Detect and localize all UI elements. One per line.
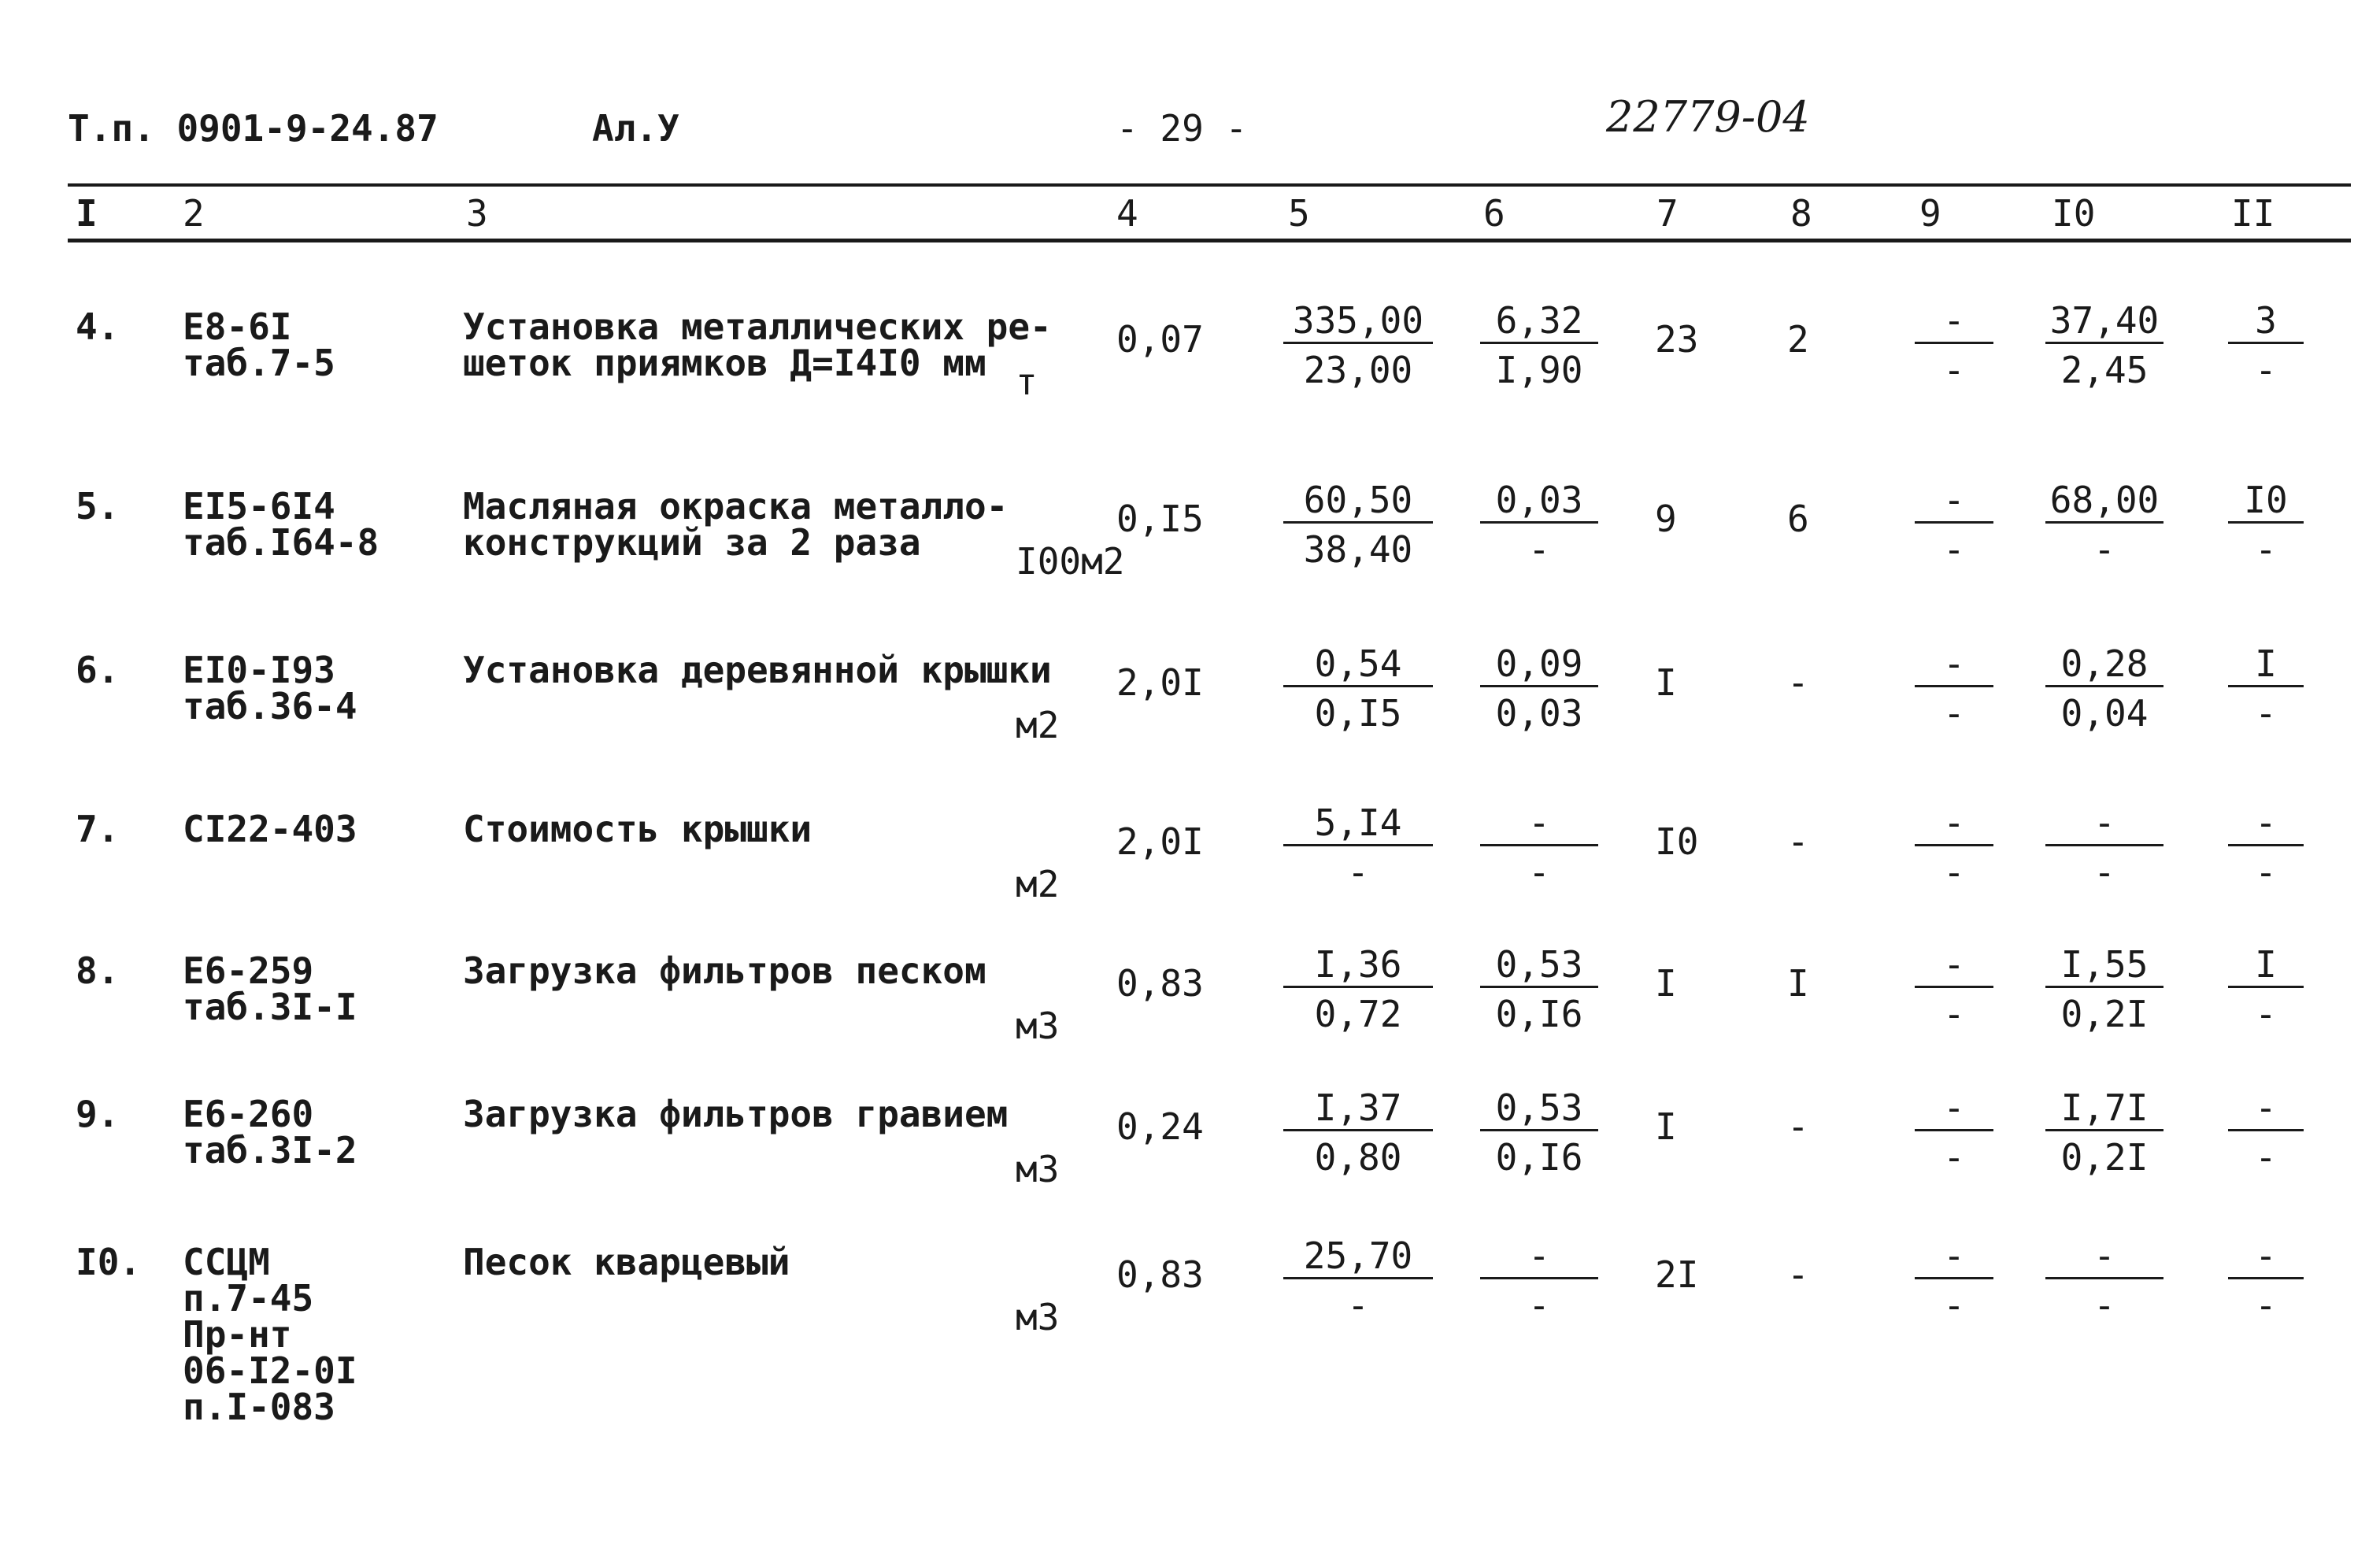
col10-cell-denominator: - bbox=[2093, 528, 2115, 571]
col10-cell-denominator: - bbox=[2093, 1284, 2115, 1327]
header-bottom-rule bbox=[68, 239, 2351, 242]
col7-value: 9 bbox=[1655, 498, 1677, 540]
cost-machines-cell-denominator: - bbox=[1528, 1284, 1550, 1327]
cost-total-cell bbox=[1283, 801, 1433, 894]
col8-value: - bbox=[1787, 820, 1809, 863]
col10-cell-numerator: 37,40 bbox=[2045, 302, 2163, 344]
col11-cell-numerator: - bbox=[2228, 1238, 2304, 1279]
cost-total-cell-numerator: I,36 bbox=[1283, 946, 1433, 988]
unit: м2 bbox=[1016, 863, 1060, 905]
cost-total-cell bbox=[1283, 479, 1433, 571]
cost-machines-cell-denominator: - bbox=[1528, 851, 1550, 894]
col10-cell bbox=[2045, 1234, 2163, 1327]
quantity: 0,83 bbox=[1116, 962, 1204, 1005]
column-header-3: 3 bbox=[466, 192, 488, 235]
col8-value: 2 bbox=[1787, 318, 1809, 361]
col9-cell bbox=[1915, 1086, 1993, 1179]
cost-machines-cell bbox=[1480, 943, 1598, 1035]
col7-value: I bbox=[1655, 962, 1677, 1005]
col11-cell-denominator: - bbox=[2255, 349, 2277, 391]
col10-cell bbox=[2045, 1086, 2163, 1179]
cost-total-cell-denominator: - bbox=[1347, 1284, 1369, 1327]
cost-machines-cell bbox=[1480, 642, 1598, 735]
col8-value: I bbox=[1787, 962, 1809, 1005]
col11-cell bbox=[2228, 1086, 2304, 1179]
rate-code: СI22-403 bbox=[183, 808, 357, 850]
col10-cell-denominator: 2,45 bbox=[2060, 349, 2149, 391]
row-number: 8. bbox=[76, 949, 120, 992]
col9-cell-denominator: - bbox=[1943, 528, 1965, 571]
col9-cell-numerator: - bbox=[1915, 1238, 1993, 1279]
col11-cell-numerator: I bbox=[2228, 646, 2304, 687]
cost-total-cell-numerator: 60,50 bbox=[1283, 482, 1433, 524]
work-name: Загрузка фильтров песком bbox=[463, 949, 986, 992]
col9-cell-denominator: - bbox=[1943, 1284, 1965, 1327]
cost-total-cell-numerator: 25,70 bbox=[1283, 1238, 1433, 1279]
col9-cell-numerator: - bbox=[1915, 646, 1993, 687]
rate-code: ЕI0-I93 таб.36-4 bbox=[183, 649, 357, 727]
col9-cell-numerator: - bbox=[1915, 946, 1993, 988]
rate-code: ЕI5-6I4 таб.I64-8 bbox=[183, 485, 379, 564]
col11-cell-numerator: 3 bbox=[2228, 302, 2304, 344]
quantity: 0,24 bbox=[1116, 1105, 1204, 1148]
col9-cell-denominator: - bbox=[1943, 692, 1965, 735]
work-name: Стоимость крышки bbox=[463, 808, 812, 850]
col9-cell bbox=[1915, 801, 1993, 894]
col8-value: - bbox=[1787, 1105, 1809, 1148]
col11-cell bbox=[2228, 801, 2304, 894]
cost-machines-cell-denominator: 0,I6 bbox=[1495, 1136, 1583, 1179]
column-header-1: I bbox=[76, 192, 98, 235]
col9-cell-numerator: - bbox=[1915, 1090, 1993, 1131]
column-header-11: II bbox=[2231, 192, 2275, 235]
column-header-8: 8 bbox=[1790, 192, 1812, 235]
col10-cell-numerator: I,55 bbox=[2045, 946, 2163, 988]
rate-code: ССЦМ п.7-45 Пр-нт 06-I2-0I п.I-083 bbox=[183, 1241, 357, 1428]
col8-value: - bbox=[1787, 1253, 1809, 1296]
page-number: - 29 - bbox=[1116, 107, 1248, 150]
col9-cell-denominator: - bbox=[1943, 993, 1965, 1035]
col10-cell-numerator: 68,00 bbox=[2045, 482, 2163, 524]
cost-machines-cell-denominator: 0,03 bbox=[1495, 692, 1583, 735]
col8-value: - bbox=[1787, 661, 1809, 704]
col7-value: 23 bbox=[1655, 318, 1699, 361]
cost-machines-cell-numerator: 0,09 bbox=[1480, 646, 1598, 687]
cost-machines-cell-denominator: - bbox=[1528, 528, 1550, 571]
column-header-10: I0 bbox=[2052, 192, 2096, 235]
work-name: Установка деревянной крышки bbox=[463, 649, 1052, 691]
row-number: 5. bbox=[76, 485, 120, 527]
col10-cell bbox=[2045, 299, 2163, 391]
cost-machines-cell-numerator: 0,53 bbox=[1480, 1090, 1598, 1131]
cost-total-cell-denominator: - bbox=[1347, 851, 1369, 894]
col11-cell-denominator: - bbox=[2255, 1284, 2277, 1327]
cost-machines-cell bbox=[1480, 801, 1598, 894]
col11-cell bbox=[2228, 642, 2304, 735]
album-label: Ал.У bbox=[592, 107, 679, 150]
cost-machines-cell-numerator: - bbox=[1480, 1238, 1598, 1279]
cost-total-cell bbox=[1283, 1086, 1433, 1179]
col11-cell-numerator: - bbox=[2228, 1090, 2304, 1131]
col10-cell bbox=[2045, 943, 2163, 1035]
row-number: 6. bbox=[76, 649, 120, 691]
col11-cell bbox=[2228, 479, 2304, 571]
column-header-5: 5 bbox=[1288, 192, 1310, 235]
row-number: 7. bbox=[76, 808, 120, 850]
cost-machines-cell bbox=[1480, 1086, 1598, 1179]
col11-cell-denominator: - bbox=[2255, 993, 2277, 1035]
col9-cell-numerator: - bbox=[1915, 805, 1993, 846]
col11-cell-numerator: - bbox=[2228, 805, 2304, 846]
row-number: 9. bbox=[76, 1093, 120, 1135]
cost-machines-cell bbox=[1480, 479, 1598, 571]
cost-machines-cell-numerator: - bbox=[1480, 805, 1598, 846]
col9-cell-denominator: - bbox=[1943, 1136, 1965, 1179]
rate-code: Е6-260 таб.3I-2 bbox=[183, 1093, 357, 1172]
cost-total-cell bbox=[1283, 943, 1433, 1035]
col10-cell-numerator: 0,28 bbox=[2045, 646, 2163, 687]
unit: м3 bbox=[1016, 1005, 1060, 1047]
col7-value: I bbox=[1655, 1105, 1677, 1148]
cost-total-cell bbox=[1283, 642, 1433, 735]
quantity: 0,83 bbox=[1116, 1253, 1204, 1296]
col7-value: I0 bbox=[1655, 820, 1699, 863]
col9-cell bbox=[1915, 299, 1993, 391]
col11-cell-denominator: - bbox=[2255, 692, 2277, 735]
col10-cell bbox=[2045, 801, 2163, 894]
column-header-2: 2 bbox=[183, 192, 205, 235]
unit: I00м2 bbox=[1016, 540, 1125, 583]
row-number: I0. bbox=[76, 1241, 142, 1283]
quantity: 0,I5 bbox=[1116, 498, 1204, 540]
cost-total-cell-denominator: 0,I5 bbox=[1314, 692, 1402, 735]
col11-cell bbox=[2228, 1234, 2304, 1327]
col11-cell bbox=[2228, 943, 2304, 1035]
col9-cell-denominator: - bbox=[1943, 851, 1965, 894]
unit: м2 bbox=[1016, 704, 1060, 746]
col11-cell-denominator: - bbox=[2255, 851, 2277, 894]
work-name: Масляная окраска металло- конструкций за 2 раза bbox=[463, 485, 1009, 564]
unit: т bbox=[1016, 361, 1038, 403]
cost-total-cell-denominator: 0,72 bbox=[1314, 993, 1402, 1035]
cost-machines-cell-denominator: I,90 bbox=[1495, 349, 1583, 391]
col10-cell-numerator: I,7I bbox=[2045, 1090, 2163, 1131]
cost-total-cell-denominator: 23,00 bbox=[1303, 349, 1413, 391]
cost-machines-cell-denominator: 0,I6 bbox=[1495, 993, 1583, 1035]
row-number: 4. bbox=[76, 305, 120, 348]
cost-total-cell-denominator: 38,40 bbox=[1303, 528, 1413, 571]
column-header-6: 6 bbox=[1483, 192, 1505, 235]
col10-cell-denominator: 0,2I bbox=[2060, 1136, 2149, 1179]
col11-cell-denominator: - bbox=[2255, 528, 2277, 571]
rate-code: Е6-259 таб.3I-I bbox=[183, 949, 357, 1028]
col9-cell bbox=[1915, 943, 1993, 1035]
column-header-4: 4 bbox=[1116, 192, 1138, 235]
cost-total-cell bbox=[1283, 1234, 1433, 1327]
column-header-9: 9 bbox=[1919, 192, 1941, 235]
cost-total-cell-numerator: 335,00 bbox=[1283, 302, 1433, 344]
col9-cell bbox=[1915, 642, 1993, 735]
col9-cell-numerator: - bbox=[1915, 302, 1993, 344]
col11-cell bbox=[2228, 299, 2304, 391]
inventory-number: 22779-04 bbox=[1606, 92, 1810, 142]
quantity: 2,0I bbox=[1116, 820, 1204, 863]
unit: м3 bbox=[1016, 1148, 1060, 1190]
quantity: 2,0I bbox=[1116, 661, 1204, 704]
header-top-rule bbox=[68, 183, 2351, 187]
project-number: Т.п. 0901-9-24.87 bbox=[68, 107, 439, 150]
col10-cell bbox=[2045, 479, 2163, 571]
cost-machines-cell bbox=[1480, 299, 1598, 391]
col8-value: 6 bbox=[1787, 498, 1809, 540]
cost-total-cell-denominator: 0,80 bbox=[1314, 1136, 1402, 1179]
cost-machines-cell-numerator: 0,03 bbox=[1480, 482, 1598, 524]
cost-machines-cell-numerator: 0,53 bbox=[1480, 946, 1598, 988]
col11-cell-denominator: - bbox=[2255, 1136, 2277, 1179]
col10-cell-denominator: 0,04 bbox=[2060, 692, 2149, 735]
cost-total-cell-numerator: 5,I4 bbox=[1283, 805, 1433, 846]
cost-machines-cell-numerator: 6,32 bbox=[1480, 302, 1598, 344]
col10-cell-numerator: - bbox=[2045, 1238, 2163, 1279]
cost-total-cell bbox=[1283, 299, 1433, 391]
col10-cell-denominator: - bbox=[2093, 851, 2115, 894]
col10-cell-denominator: 0,2I bbox=[2060, 993, 2149, 1035]
col9-cell bbox=[1915, 479, 1993, 571]
col9-cell bbox=[1915, 1234, 1993, 1327]
cost-total-cell-numerator: 0,54 bbox=[1283, 646, 1433, 687]
col7-value: I bbox=[1655, 661, 1677, 704]
col10-cell-numerator: - bbox=[2045, 805, 2163, 846]
col7-value: 2I bbox=[1655, 1253, 1699, 1296]
work-name: Установка металлических ре- шеток приямков Д=I4I0 мм bbox=[463, 305, 1052, 384]
quantity: 0,07 bbox=[1116, 318, 1204, 361]
col9-cell-numerator: - bbox=[1915, 482, 1993, 524]
col10-cell bbox=[2045, 642, 2163, 735]
cost-machines-cell bbox=[1480, 1234, 1598, 1327]
rate-code: Е8-6I таб.7-5 bbox=[183, 305, 335, 384]
work-name: Загрузка фильтров гравием bbox=[463, 1093, 1009, 1135]
column-header-7: 7 bbox=[1656, 192, 1679, 235]
work-name: Песок кварцевый bbox=[463, 1241, 790, 1283]
col9-cell-denominator: - bbox=[1943, 349, 1965, 391]
col11-cell-numerator: I0 bbox=[2228, 482, 2304, 524]
cost-total-cell-numerator: I,37 bbox=[1283, 1090, 1433, 1131]
col11-cell-numerator: I bbox=[2228, 946, 2304, 988]
unit: м3 bbox=[1016, 1296, 1060, 1338]
